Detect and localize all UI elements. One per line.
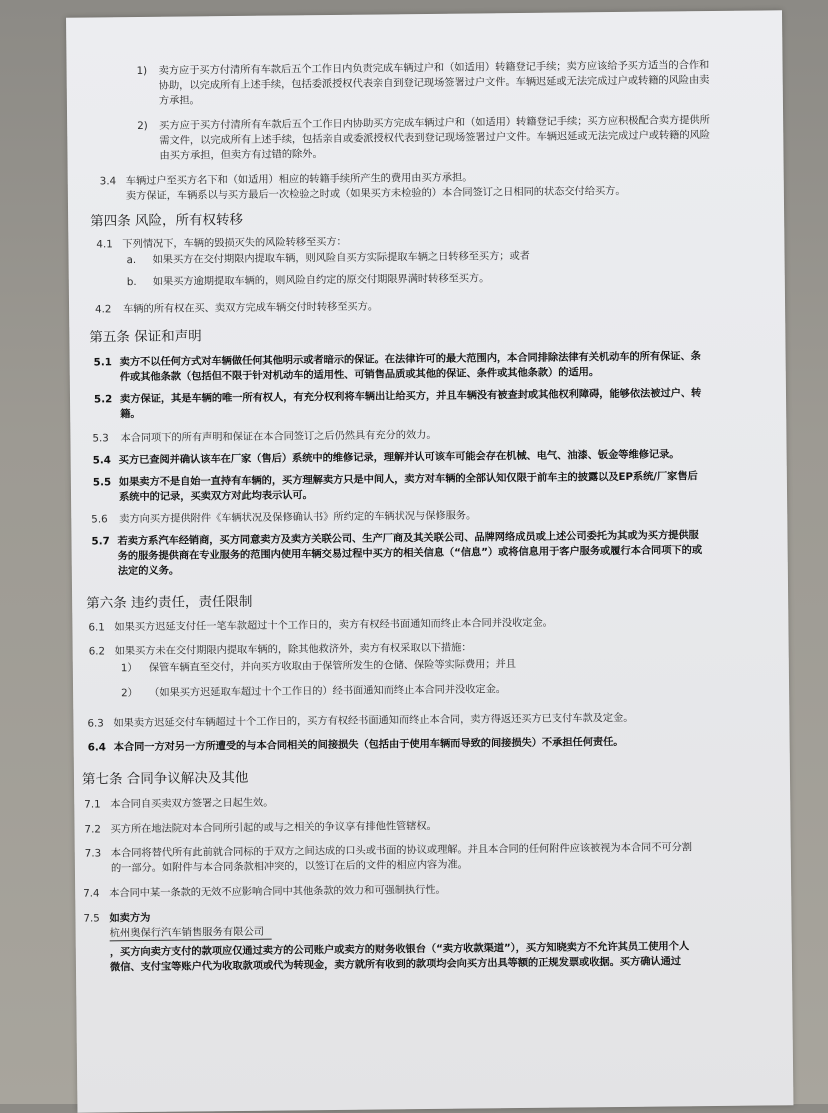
clause-7-1-number: 7.1 [84, 798, 101, 811]
clause-7-2-text: 买方所在地法院对本合同所引起的或与之相关的争议享有排他性管辖权。 [110, 819, 437, 836]
clause-7-5-number: 7.5 [83, 912, 100, 925]
clause-5-6-text: 卖方向买方提供附件《车辆状况及保修确认书》所约定的车辆状况与保修服务。 [119, 509, 477, 526]
clause-6-2-2-number: 2） [121, 687, 139, 700]
clause-6-1-number: 6.1 [88, 621, 105, 634]
clause-6-3-number: 6.3 [87, 717, 104, 730]
clause-4-1-text: 下列情况下，车辆的毁损灭失的风险转移至买方： [122, 235, 347, 251]
clause-6-4-number: 6.4 [87, 741, 106, 754]
clause-5-3-text: 本合同项下的所有声明和保证在本合同签订之后仍然具有充分的效力。 [120, 428, 437, 445]
clause-6-2-1-number: 1） [120, 662, 138, 675]
clause-7-5-tail-line-1: ，买方向卖方支付的款项应仅通过卖方的公司账户或卖方的财务收银台（“卖方收款渠道”），买方知晓卖方不允许其员工使用个人 [109, 940, 690, 959]
article-4-heading: 第四条 风险，所有权转移 [90, 211, 244, 230]
clause-5-3-number: 5.3 [92, 432, 109, 445]
clause-5-5-number: 5.5 [92, 476, 112, 489]
clause-5-7-line-3: 法定的义务。 [117, 564, 180, 578]
contract-content [66, 10, 793, 1112]
clause-7-5-tail-line-2: 微信、支付宝等账户代为收取款项或代为转现金，卖方就所有收到的款项均会向买方出具等额的正规发票或收据。买方确认通过 [109, 955, 682, 974]
article-5-heading: 第五条 保证和声明 [89, 328, 202, 346]
clause-7-4-number: 7.4 [83, 887, 100, 900]
clause-7-3-number: 7.3 [84, 847, 102, 860]
clause-7-2-number: 7.2 [84, 823, 101, 836]
clause-3-3-1-line-3: 方承担。 [158, 94, 200, 107]
clause-3-3-1-line-2: 协助，以完成所有上述手续，包括委派授权代表亲自到登记现场签署过户文件。车辆迟延或无法完成过户或转籍的风险由卖 [158, 74, 710, 92]
article-7-heading: 第七条 合同争议解决及其他 [81, 769, 249, 788]
clause-7-3-line-1: 本合同将替代所有此前就合同标的于双方之间达成的口头或书面的协议或理解。并且本合同的任何附件应该被视为本合同不可分割 [110, 841, 693, 860]
clause-5-5-line-2: 系统中的记录，买卖双方对此均表示认可。 [118, 489, 313, 504]
clause-3-4-line-2: 卖方保证，车辆系以与买方最后一次检验之时或（如果买方未检验的）本合同签订之日相同的状态交付给买方。 [125, 184, 626, 203]
clause-5-2-line-2: 籍。 [120, 407, 141, 421]
clause-4-1-b-number: b. [126, 276, 137, 289]
article-6-heading: 第六条 违约责任，责任限制 [86, 593, 253, 612]
seller-company-name: 杭州奥保行汽车销售服务有限公司 [110, 926, 273, 942]
clause-4-1-number: 4.1 [96, 238, 113, 251]
clause-5-7-line-1: 若卖方系汽车经销商，买方同意卖方及卖方关联公司、生产厂商及其关联公司、品牌网络成员或上述公司委托为其或为买方提供服 [117, 529, 699, 548]
clause-3-3-2-line-1: 买方应于买方付清所有车款后五个工作日内协助买方完成车辆过户和（如适用）转籍登记手续；买方应积极配合卖方提供所 [159, 114, 710, 132]
clause-5-5-line-1: 如果卖方不是自始一直持有车辆的，买方理解卖方只是中间人，卖方对车辆的全部认知仅限于前车主的披露以及EP系统/厂家售后 [118, 470, 698, 489]
clause-7-1-text: 本合同自买卖双方签署之日起生效。 [110, 796, 274, 811]
clause-5-1-number: 5.1 [93, 356, 112, 369]
clause-6-3-text: 如果卖方迟延交付车辆超过十个工作日的，买方有权经书面通知而终止本合同，卖方得返还买方已支付车款及定金。 [113, 711, 634, 730]
clause-5-4-number: 5.4 [92, 454, 111, 467]
clause-5-2-number: 5.2 [93, 393, 113, 406]
clause-3-3-2-line-3: 由买方承担，但卖方有过错的除外。 [159, 148, 323, 162]
clause-3-3-1-number: 1) [136, 64, 148, 78]
clause-4-1-a-number: a. [126, 254, 137, 267]
clause-3-4-line-1: 车辆过户至买方名下和（如适用）相应的转籍手续所产生的费用由买方承担。 [125, 171, 473, 188]
clause-3-4-number: 3.4 [99, 175, 117, 188]
clause-5-1-line-1: 卖方不以任何方式对车辆做任何其他明示或者暗示的保证。在法律许可的最大范围内，本合同排除法律有关机动车的所有保证、条 [119, 350, 701, 369]
clause-5-6-number: 5.6 [91, 513, 108, 526]
clause-6-2-number: 6.2 [88, 645, 106, 658]
clause-3-3-2-number: 2) [137, 119, 148, 133]
clause-5-1-line-2: 件或其他条款（包括但不限于针对机动车的适用性、可销售品质或其他的保证、条件或其他条款）的适用。 [119, 366, 600, 384]
clause-5-7-number: 5.7 [91, 535, 110, 548]
clause-4-1-a-text: 如果买方在交付期限内提取车辆，则风险自买方实际提取车辆之日转移至买方；或者 [152, 249, 530, 266]
clause-6-2-text: 如果买方未在交付期限内提取车辆的，除其他救济外，卖方有权采取以下措施： [114, 641, 472, 658]
clause-6-1-text: 如果买方迟延支付任一笔车款超过十个工作日的，卖方有权经书面通知而终止本合同并没收定金。 [114, 616, 553, 634]
clause-7-4-text: 本合同中某一条款的无效不应影响合同中其他条款的效力和可强制执行性。 [109, 883, 446, 900]
clause-3-3-2-line-2: 需文件，以完成所有上述手续，包括亲自或委派授权代表到登记现场签署过户文件。车辆迟延或无法完成过户或转籍的风险 [159, 129, 710, 147]
clause-6-4-text: 本合同一方对另一方所遭受的与本合同相关的间接损失（包括由于使用车辆而导致的间接损失）不承担任何责任。 [113, 735, 624, 754]
clause-7-3-line-2: 的一部分。如附件与本合同条款相冲突的，以签订在后的文件的相应内容为准。 [110, 858, 468, 875]
clause-7-5-text: 如卖方为 [109, 911, 151, 925]
contract-page [66, 10, 793, 1112]
clause-4-1-b-text: 如果买方逾期提取车辆的，则风险自约定的原交付期限界满时转移至买方。 [152, 272, 490, 288]
clause-4-2-text: 车辆的所有权在买、卖双方完成车辆交付时转移至买方。 [123, 300, 379, 316]
clause-5-2-line-1: 卖方保证，其是车辆的唯一所有权人，有充分权利将车辆出让给买方，并且车辆没有被查封或其他权利障碍，能够依法被过户、转 [119, 387, 702, 406]
clause-4-2-number: 4.2 [95, 303, 112, 316]
clause-6-2-2-text: （如果买方迟延取车超过十个工作日的）经书面通知而终止本合同并没收定金。 [149, 683, 507, 699]
clause-5-4-text: 买方已查阅并确认该车在厂家（售后）系统中的维修记录，理解并认可该车可能会存在机械、电气、油漆、钣金等维修记录。 [118, 448, 680, 467]
clause-5-7-line-2: 务的服务提供商在专业服务的范围内使用车辆交易过程中买方的相关信息（“信息”）或将信息用于客户服务或履行本合同项下的或 [117, 544, 703, 563]
clause-3-3-1-line-1: 卖方应于买方付清所有车款后五个工作日内负责完成车辆过户和（如适用）转籍登记手续；卖方应该给予买方适当的合作和 [158, 59, 710, 77]
clause-6-2-1-text: 保管车辆直至交付，并向买方收取由于保管所发生的仓储、保险等实际费用；并且 [148, 658, 516, 674]
